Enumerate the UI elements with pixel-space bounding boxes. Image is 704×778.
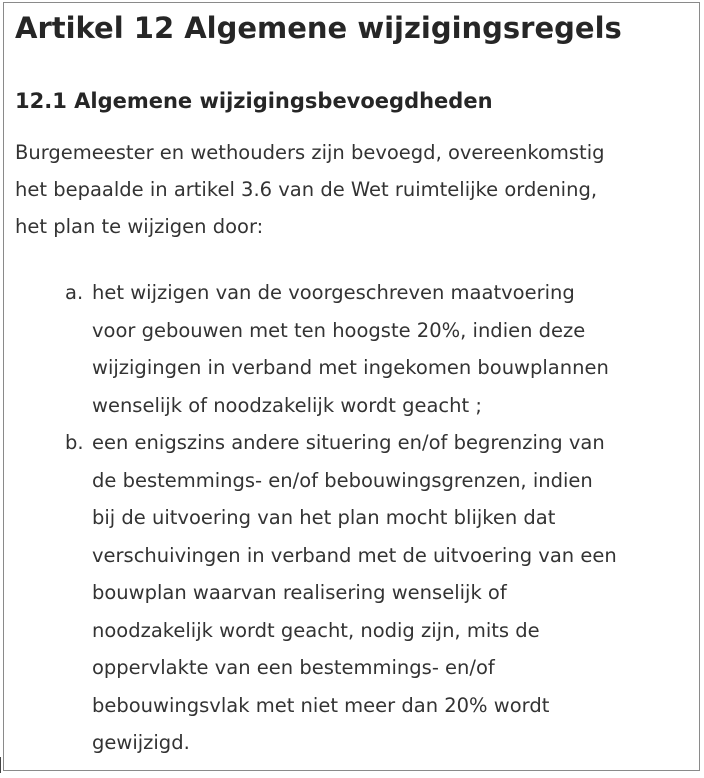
section-title: 12.1 Algemene wijzigingsbevoegdheden [15, 89, 493, 113]
list-item-line: de bestemmings- en/of bebouwingsgrenzen, indien [92, 468, 593, 492]
intro-line: Burgemeester en wethouders zijn bevoegd, overeenkomstig [15, 141, 605, 164]
edge-mark [0, 757, 1, 773]
list-item-line: bij de uitvoering van het plan mocht blijken dat [92, 506, 556, 529]
list-marker: b. [65, 431, 84, 454]
intro-line: het plan te wijzigen door: [15, 215, 264, 238]
list-item-line: oppervlakte van een bestemmings- en/of [92, 656, 495, 679]
amendment-list [0, 274, 617, 762]
list-item-line: wijzigingen in verband met ingekomen bouwplannen [92, 356, 609, 379]
list-item-b [0, 424, 617, 762]
list-item-line: een enigszins andere situering en/of begrenzing van [92, 431, 605, 454]
list-item-line: verschuivingen in verband met de uitvoering van een [92, 543, 617, 567]
article-title: Artikel 12 Algemene wijzigingsregels [15, 11, 622, 45]
list-item-line: gewijzigd. [92, 731, 190, 754]
list-item-line: voor gebouwen met ten hoogste 20%, indien deze [92, 318, 586, 342]
list-item-line: wenselijk of noodzakelijk wordt geacht ; [92, 393, 482, 417]
list-item-line: noodzakelijk wordt geacht, nodig zijn, mits de [92, 618, 540, 642]
intro-paragraph [15, 134, 687, 245]
intro-line: het bepaalde in artikel 3.6 van de Wet ruimtelijke ordening, [15, 178, 598, 201]
list-item-line: het wijzigen van de voorgeschreven maatvoering [92, 281, 575, 304]
list-item-line: bouwplan waarvan realisering wenselijk of [92, 581, 507, 604]
list-item-line: bebouwingsvlak met niet meer dan 20% wordt [92, 693, 550, 717]
list-marker: a. [65, 281, 84, 304]
list-item-a [0, 274, 617, 424]
